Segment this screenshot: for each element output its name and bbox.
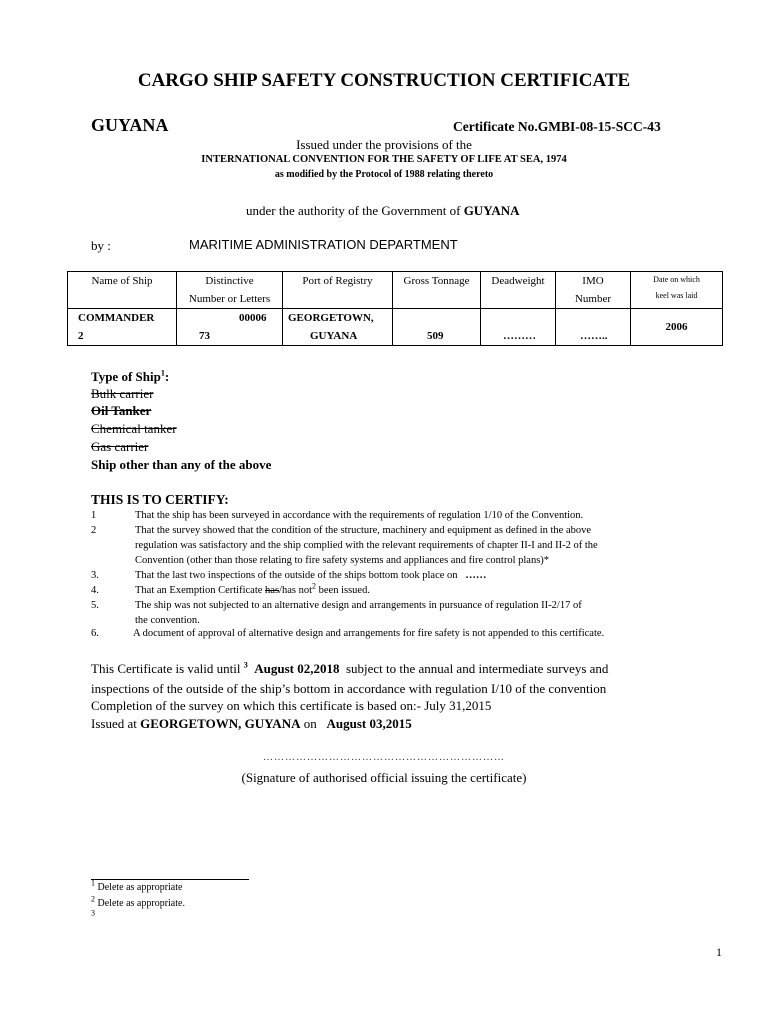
validity-line-2: inspections of the outside of the ship’s bottom in accordance with regulation I/10 of the convention	[91, 681, 607, 696]
certify-item-text: That the survey showed that the condition of the structure, machinery and equipment as defined in the above	[135, 525, 592, 536]
certify-item-text: The ship was not subjected to an alternative design and arrangements in pursuance of regulation II-2/17 of	[135, 600, 582, 611]
cell-imo-number: ……..	[556, 309, 631, 346]
protocol-text: as modified by the Protocol of 1988 relating thereto	[274, 169, 494, 180]
ship-type-option: Bulk carrier	[91, 386, 154, 401]
certify-item-text: Convention (other than those relating to fire safety systems and appliances and fire control plans)*	[135, 555, 550, 566]
certify-item-text: the convention.	[135, 615, 200, 626]
footnote: 3	[91, 908, 95, 918]
certificate-number: Certificate No.GMBI-08-15-SCC-43	[453, 119, 661, 134]
department-name: MARITIME ADMINISTRATION DEPARTMENT	[189, 237, 458, 252]
item-number: 1	[91, 510, 97, 521]
issued-under-text: Issued under the provisions of the	[296, 137, 472, 152]
certify-item-text: That an Exemption Certificate has/has not$^2$ been issued.	[135, 581, 370, 596]
table-header-row	[68, 272, 723, 309]
header-deadweight: Deadweight	[481, 272, 556, 309]
survey-completion-line: Completion of the survey on which this certificate is based on:- July 31,2015	[91, 698, 492, 713]
ship-type-option: Oil Tanker	[91, 403, 152, 418]
authority-country: GUYANA	[463, 203, 520, 218]
signature-caption: (Signature of authorised official issuing the certificate)	[241, 770, 527, 785]
page-number: 1	[716, 945, 722, 959]
header-imo-number: IMO Number	[556, 272, 631, 309]
by-label: by :	[91, 238, 111, 253]
table-row	[68, 309, 723, 346]
cell-port-of-registry: GEORGETOWN, GUYANA	[283, 309, 393, 346]
footnote-divider	[91, 879, 249, 880]
ship-type-heading: Type of Ship$^1$:	[91, 368, 170, 384]
certify-item-text: That the ship has been surveyed in accordance with the requirements of regulation 1/10 of the Convention.	[135, 510, 584, 521]
cell-gross-tonnage: 509	[393, 309, 481, 346]
certify-item-text: A document of approval of alternative design and arrangements for fire safety is not appended to this certificate.	[133, 628, 605, 639]
convention-name: INTERNATIONAL CONVENTION FOR THE SAFETY OF LIFE AT SEA, 1974	[201, 154, 567, 165]
authority-prefix: under the authority of the Government of	[246, 203, 461, 218]
certificate-title: CARGO SHIP SAFETY CONSTRUCTION CERTIFICATE	[137, 70, 631, 91]
header-name-of-ship: Name of Ship	[68, 272, 177, 309]
ship-type-selected: Ship other than any of the above	[91, 457, 272, 472]
cell-distinctive-number: 00006 73	[177, 309, 283, 346]
ship-type-option: Gas carrier	[91, 439, 149, 454]
item-number: 6.	[91, 628, 99, 639]
item-number: 2	[91, 525, 97, 536]
footnote: $^1$ Delete as appropriate	[91, 878, 183, 893]
item-number: 4.	[91, 585, 99, 596]
header-distinctive-number: Distinctive Number or Letters	[177, 272, 283, 309]
certify-item-text: regulation was satisfactory and the ship complied with the relevant requirements of chapter II-I and II-2 of the	[135, 540, 598, 551]
cell-deadweight: ………	[481, 309, 556, 346]
item-number: 3.	[91, 570, 99, 581]
item-number: 5.	[91, 600, 99, 611]
ship-type-option: Chemical tanker	[91, 421, 177, 436]
issuing-country: GUYANA	[91, 115, 169, 135]
validity-line: This Certificate is valid until $^3$ August 02,2018 subject to the annual and intermediate surveys and	[91, 660, 609, 676]
header-port-of-registry: Port of Registry	[283, 272, 393, 309]
header-keel-date: Date on which keel was laid	[631, 272, 723, 309]
certify-item-text: That the last two inspections of the outside of the ships bottom took place on ……	[135, 570, 487, 581]
issued-at-line: Issued at GEORGETOWN, GUYANA on August 03,2015	[91, 716, 412, 731]
footnote: $^2$ Delete as appropriate.	[91, 894, 185, 909]
cell-keel-date: 2006	[631, 309, 723, 346]
cell-ship-name: COMMANDER 2	[68, 309, 177, 346]
authority-line	[246, 203, 520, 219]
certify-heading: THIS IS TO CERTIFY:	[91, 492, 229, 507]
signature-line: …………………………………………………………	[263, 752, 505, 763]
header-gross-tonnage: Gross Tonnage	[393, 272, 481, 309]
ship-particulars-table	[67, 271, 723, 346]
